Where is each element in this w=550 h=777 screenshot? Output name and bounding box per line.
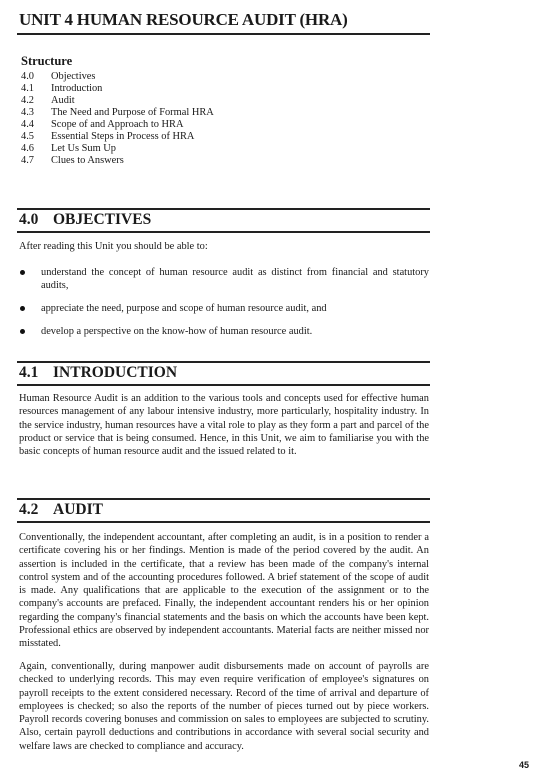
page-number: 45 [519, 760, 530, 770]
section-rule-bottom [17, 384, 430, 386]
objectives-intro: After reading this Unit you should be able to: [19, 241, 208, 252]
section-heading-introduction: 4.1 INTRODUCTION [19, 364, 178, 381]
section-rule-top [17, 208, 430, 210]
structure-item: 4.6 Let Us Sum Up [21, 143, 116, 154]
structure-item: 4.5 Essential Steps in Process of HRA [21, 131, 195, 142]
section-rule-bottom [17, 521, 430, 523]
structure-item: 4.4 Scope of and Approach to HRA [21, 119, 184, 130]
introduction-paragraph: Human Resource Audit is an addition to the various tools and concepts used for effective human resources management of any labour intensive industry, more particularly, hospitality industry. In the service industry, human resources have a vital role to play as they form a part and parcel of the product or service that is being consumed. Hence, in this Unit, we aim to familiarise you with the basic concepts of human resource audit and the issued related to it. [19, 393, 429, 458]
structure-item: 4.2 Audit [21, 95, 75, 106]
list-item: understand the concept of human resource audit as distinct from financial and statutory audits, [19, 266, 429, 292]
structure-item: 4.7 Clues to Answers [21, 155, 124, 166]
bullet-icon [20, 306, 25, 311]
list-item: appreciate the need, purpose and scope of human resource audit, and [19, 302, 429, 315]
structure-item: 4.1 Introduction [21, 83, 103, 94]
unit-title: UNIT 4 HUMAN RESOURCE AUDIT (HRA) [19, 10, 348, 29]
structure-heading: Structure [21, 54, 73, 68]
title-rule [17, 33, 430, 35]
section-heading-objectives: 4.0 OBJECTIVES [19, 211, 152, 228]
structure-item: 4.3 The Need and Purpose of Formal HRA [21, 107, 214, 118]
section-heading-audit: 4.2 AUDIT [19, 501, 103, 518]
section-rule-top [17, 361, 430, 363]
section-rule-bottom [17, 231, 430, 233]
bullet-icon [20, 270, 25, 275]
objectives-list [19, 266, 429, 338]
list-item: develop a perspective on the know-how of human resource audit. [19, 325, 429, 338]
bullet-icon [20, 329, 25, 334]
section-rule-top [17, 498, 430, 500]
structure-list [21, 71, 214, 167]
audit-paragraph: Again, conventionally, during manpower audit disbursements made on account of payrolls are checked to underlying records. This may even require verification of employee's signatures on payroll receipts to the extent considered necessary. Record of the time of arrival and departure of employees is checked; so also the reports of the number of pieces turned out by piece workers. Payroll records covering bonuses and commission on sales to employees are subjected to scrutiny. Also, certain payroll deductions and contributions in accordance with several social security and welfare laws are checked to compliance and accuracy. [19, 661, 429, 752]
audit-paragraph: Conventionally, the independent accountant, after completing an audit, is in a position to render a certificate covering his or her findings. Mention is made of the period covered by the audit. An assertion is included in the certificate, that a review has been made of the company's internal control system and of the accounting procedures followed. A brief statement of the scope of audit is made. Any qualifications that are applicable to the execution of the assignment or to the company's accounts are prefaced. Finally, the independent accountant renders his or her opinion regarding the company's financial statements and the basis on which the accounts have been kept. Professional ethics are observed by independent accountants. Material facts are neither missed nor misstated. [19, 532, 429, 650]
structure-item: 4.0 Objectives [21, 71, 96, 82]
